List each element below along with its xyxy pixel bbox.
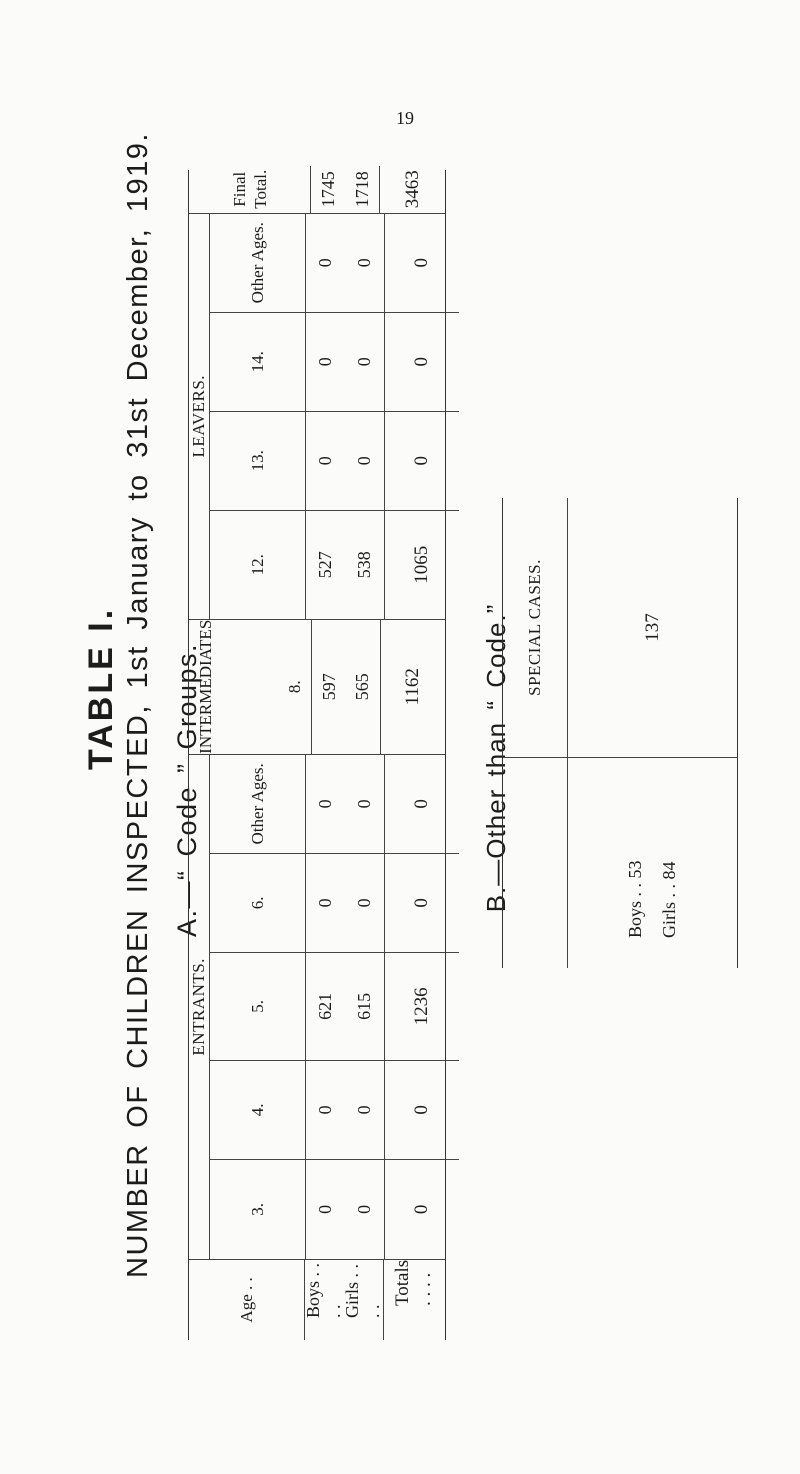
section-b-heading: B.—Other than “ Code.” bbox=[481, 603, 511, 913]
table-cell: 0 bbox=[354, 357, 374, 367]
table-cell: 538 bbox=[354, 551, 374, 579]
leavers-other-ages-column bbox=[210, 214, 459, 313]
boys-girls-body bbox=[568, 758, 737, 968]
table-cell: 0 bbox=[354, 258, 374, 268]
table-cell: 1745 bbox=[317, 171, 338, 208]
leavers-header: LEAVERS. bbox=[189, 214, 210, 619]
title-prefix: NUMBER OF CHILDREN INSPECTED, 1st January to 31st December, 1919. bbox=[122, 132, 154, 1278]
column-header: 4. bbox=[210, 1061, 306, 1159]
special-cases-total: 137 bbox=[641, 613, 663, 642]
final-total-column bbox=[189, 166, 445, 214]
table-cell: 565 bbox=[352, 673, 373, 701]
table-cell: 0 bbox=[315, 799, 335, 809]
intermediates-column bbox=[189, 620, 445, 755]
column-header: 6. bbox=[210, 854, 306, 952]
entrants-group bbox=[189, 755, 445, 1260]
boys-count: Boys . . 53 bbox=[625, 860, 645, 938]
table-cell: 0 bbox=[354, 456, 374, 466]
column-header: 13. bbox=[210, 412, 306, 510]
row-label-girls: Girls . . . . bbox=[342, 1264, 384, 1318]
boys-line bbox=[619, 758, 653, 938]
girls-line bbox=[653, 758, 687, 938]
table-cell: 0 bbox=[384, 412, 459, 510]
table-cell: 0 bbox=[354, 1105, 374, 1115]
leavers-age-13-column bbox=[210, 412, 459, 511]
age-column bbox=[189, 1260, 445, 1340]
column-header: 14. bbox=[210, 313, 306, 411]
row-label-totals: Totals . . . . bbox=[383, 1260, 445, 1340]
table-cell: 0 bbox=[315, 258, 335, 268]
table-cell: 1718 bbox=[351, 171, 372, 208]
table-cell: 0 bbox=[315, 898, 335, 908]
leavers-age-14-column bbox=[210, 313, 459, 412]
column-header: 5. bbox=[210, 953, 306, 1060]
table-cell: 3463 bbox=[379, 166, 445, 213]
table-cell: 0 bbox=[315, 456, 335, 466]
code-groups-table bbox=[188, 170, 446, 1340]
leavers-group bbox=[189, 214, 445, 620]
age-header: Age . . bbox=[189, 1260, 305, 1340]
table-cell: 615 bbox=[354, 992, 374, 1020]
table-cell: 0 bbox=[315, 1105, 335, 1115]
table-cell: 1065 bbox=[384, 511, 459, 619]
table-title bbox=[122, 45, 155, 1365]
table-cell: 1162 bbox=[380, 620, 445, 754]
table-cell: 0 bbox=[384, 1061, 459, 1159]
table-cell: 0 bbox=[315, 1204, 335, 1214]
entrants-age-4-column bbox=[210, 1061, 459, 1160]
column-header: Other Ages. bbox=[210, 214, 306, 312]
entrants-age-6-column bbox=[210, 854, 459, 953]
boys-girls-column bbox=[503, 758, 737, 968]
entrants-header: ENTRANTS. bbox=[189, 755, 210, 1259]
table-cell: 0 bbox=[384, 214, 459, 312]
table-cell: 0 bbox=[384, 854, 459, 952]
table-cell: 0 bbox=[354, 1204, 374, 1214]
table-cell: 0 bbox=[384, 1160, 459, 1259]
final-total-header: Final Total. bbox=[189, 166, 311, 213]
entrants-other-ages-column bbox=[210, 755, 459, 854]
leavers-age-12-column bbox=[210, 511, 459, 619]
table-cell: 597 bbox=[318, 673, 339, 701]
page-number: 19 bbox=[396, 108, 414, 128]
special-cases-header: SPECIAL CASES. bbox=[503, 498, 568, 757]
row-label-boys: Boys . . . . bbox=[303, 1262, 345, 1318]
table-cell: 0 bbox=[354, 898, 374, 908]
other-than-code-table bbox=[502, 498, 738, 968]
table-cell: 0 bbox=[384, 313, 459, 411]
table-cell: 0 bbox=[315, 357, 335, 367]
special-cases-column bbox=[503, 498, 737, 758]
table-cell: 527 bbox=[315, 551, 335, 579]
section-a-heading: A.—“ Code ” Groups. bbox=[172, 642, 202, 938]
table-cell: 0 bbox=[384, 755, 459, 853]
entrants-age-5-column bbox=[210, 953, 459, 1061]
blank-header bbox=[503, 758, 568, 968]
table-label: TABLE I. bbox=[82, 606, 120, 770]
column-header: 8. bbox=[285, 680, 305, 694]
column-header: Other Ages. bbox=[210, 755, 306, 853]
girls-count: Girls . . 84 bbox=[659, 861, 679, 938]
column-header: 12. bbox=[210, 511, 306, 619]
table-cell: 621 bbox=[315, 992, 335, 1020]
intermediates-label: INTERMEDIATES bbox=[196, 619, 215, 754]
entrants-age-3-column bbox=[210, 1160, 459, 1259]
column-header: 3. bbox=[210, 1160, 306, 1259]
intermediates-header bbox=[189, 620, 312, 754]
table-cell: 0 bbox=[354, 799, 374, 809]
table-cell: 1236 bbox=[384, 953, 459, 1060]
